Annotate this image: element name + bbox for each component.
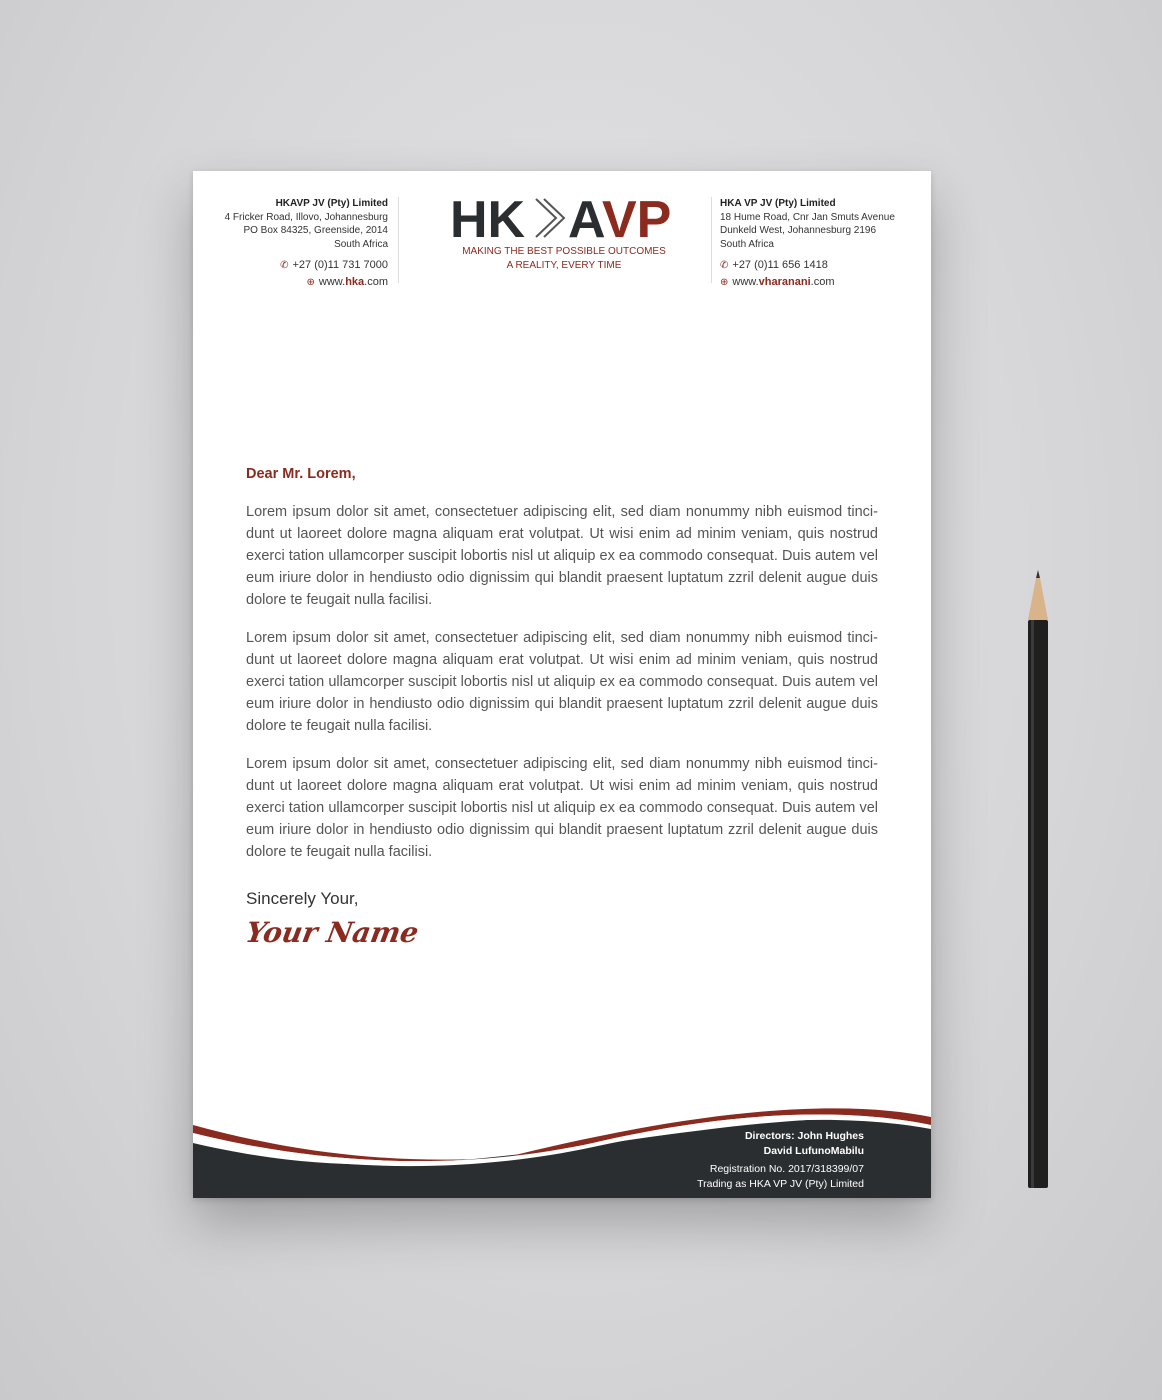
letterhead-sheet (193, 171, 931, 1198)
right-company-block (711, 197, 895, 289)
phone-text: +27 (0)11 731 7000 (292, 259, 388, 272)
address-line: 18 Hume Road, Cnr Jan Smuts Avenue (720, 211, 895, 223)
address-line: 4 Fricker Road, Illovo, Johannesburg (224, 211, 388, 223)
phone-text: +27 (0)11 656 1418 (732, 259, 828, 272)
web-brand: hka (345, 276, 365, 289)
address-line: South Africa (720, 238, 774, 250)
signature: Your Name (243, 916, 422, 949)
globe-icon: ⊕ (306, 277, 315, 289)
right-phone (720, 257, 895, 274)
registration-number: Registration No. 2017/318399/07 (709, 1163, 864, 1175)
tagline-2: A REALITY, EVERY TIME (506, 260, 622, 271)
address-line: Dunkeld West, Johannesburg 2196 (720, 225, 877, 237)
logo-hk: HK (450, 193, 526, 243)
left-website (225, 274, 388, 291)
left-phone (225, 257, 388, 274)
web-prefix: www. (318, 276, 346, 289)
web-suffix: .com (364, 276, 388, 289)
logo-vp: VP (602, 193, 672, 243)
web-suffix: .com (810, 276, 835, 289)
logo-mark (450, 193, 678, 243)
tagline (449, 245, 679, 273)
paragraph: Lorem ipsum dolor sit amet, consectetuer adipiscing elit, sed diam nonummy nibh euismod tinci-dunt ut laoreet dolore magna aliquam erat volutpat. Ut wisi enim ad minim veniam, quis nostrud exerci tation ullamcorper suscipit lobortis nisl ut aliquip ex ea commodo consequat. Duis autem vel eum iriure dolor in hendiusto odio dignissim qui blandit praesent luptatum zzril delenit augue duis dolore te feugait nulla facilisi. (246, 504, 878, 608)
phone-icon: ✆ (720, 260, 729, 272)
address-line: South Africa (334, 238, 388, 250)
company-logo (449, 193, 679, 273)
right-website (720, 274, 895, 291)
web-prefix: www. (732, 276, 759, 289)
logo-a: A (568, 193, 606, 243)
address-line: PO Box 84325, Greenside, 2014 (243, 225, 388, 237)
left-company-block (224, 197, 399, 289)
letter-body (246, 501, 878, 879)
directors-line-1: Directors: John Hughes (744, 1130, 864, 1142)
web-brand: vharanani (758, 276, 811, 289)
tagline-1: MAKING THE BEST POSSIBLE OUTCOMES (462, 246, 666, 257)
directors-line-2: David LufunoMabilu (763, 1145, 864, 1157)
trading-as: Trading as HKA VP JV (Pty) Limited (697, 1178, 864, 1190)
paragraph: Lorem ipsum dolor sit amet, consectetuer adipiscing elit, sed diam nonummy nibh euismod tinci-dunt ut laoreet dolore magna aliquam erat volutpat. Ut wisi enim ad minim veniam, quis nostrud exerci tation ullamcorper suscipit lobortis nisl ut aliquip ex ea commodo consequat. Duis autem vel eum iriure dolor in hendiusto odio dignissim qui blandit praesent luptatum zzril delenit augue duis dolore te feugait nulla facilisi. (246, 756, 878, 860)
right-company-name: HKA VP JV (Pty) Limited (720, 198, 836, 209)
globe-icon: ⊕ (720, 277, 729, 289)
pencil-illustration (1026, 570, 1050, 1192)
closing: Sincerely Your, (246, 889, 359, 908)
footer-info (697, 1129, 864, 1192)
left-company-name: HKAVP JV (Pty) Limited (275, 198, 388, 209)
paragraph: Lorem ipsum dolor sit amet, consectetuer adipiscing elit, sed diam nonummy nibh euismod tinci-dunt ut laoreet dolore magna aliquam erat volutpat. Ut wisi enim ad minim veniam, quis nostrud exerci tation ullamcorper suscipit lobortis nisl ut aliquip ex ea commodo consequat. Duis autem vel eum iriure dolor in hendiusto odio dignissim qui blandit praesent luptatum zzril delenit augue duis dolore te feugait nulla facilisi. (246, 630, 878, 734)
phone-icon: ✆ (280, 260, 289, 272)
greeting: Dear Mr. Lorem, (246, 466, 356, 482)
